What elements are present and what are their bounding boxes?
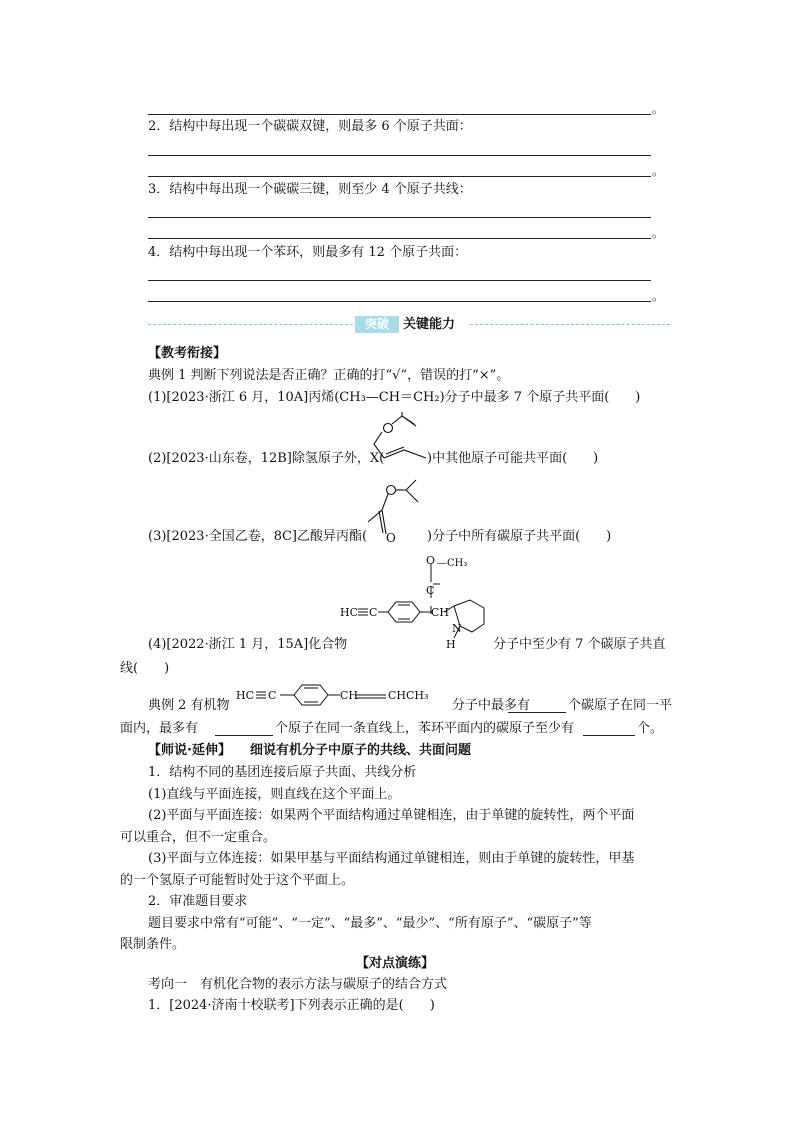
ex2-text-c: 个碳原子在同一平: [568, 698, 673, 713]
ex2-text-f: 个。: [637, 721, 664, 736]
ex1-q1: (1)[2023·浙江 6 月，10A]丙烯(CH₃—CH＝CH₂)分子中最多 7 个原子共平面( ): [148, 390, 641, 405]
ex1-q2-text-b: )中其他原子可能共平面( ): [427, 451, 599, 466]
q4-hc-label: HC: [340, 606, 359, 619]
q4-methyl-label: —CH₃: [437, 558, 468, 569]
item-3-text: 3．结构中每出现一个碳碳三键，则至少 4 个原子共线：: [148, 182, 472, 197]
answer-line-2a[interactable]: [148, 155, 651, 156]
ex2-blank-1[interactable]: [508, 700, 566, 713]
q4-oxygen-label: O: [426, 554, 436, 567]
ex1-q4-structure: [340, 554, 490, 652]
answer-line-2b[interactable]: [148, 176, 651, 177]
notes-header-title: 细说有机分子中原子的共线、共面问题: [250, 743, 472, 758]
answer-line-4a[interactable]: [148, 280, 651, 281]
q4-c2-label: C: [369, 606, 378, 619]
banner-divider-left: [148, 324, 353, 325]
q4-n-label: N: [452, 622, 462, 635]
practice-direction: 考向一 有机化合物的表示方法与碳原子的结合方式: [148, 977, 448, 992]
notes-p2-b: 限制条件。: [120, 937, 186, 952]
ex1-q3-structure: [362, 476, 432, 544]
ex1-q3-text-a: (3)[2023·全国乙卷，8C]乙酸异丙酯(: [148, 529, 368, 544]
notes-p2: 2．审准题目要求: [148, 894, 248, 909]
notes-p1-2a: (2)平面与平面连接：如果两个平面结构通过单键相连，由于单键的旋转性，两个平面: [148, 808, 635, 823]
notes-p1-3a: (3)平面与立体连接：如果甲基与平面结构通过单键相连，则由于单键的旋转性，甲基: [148, 851, 635, 866]
q4-h-label: H: [446, 638, 456, 651]
answer-line-4b[interactable]: [148, 301, 651, 302]
period-mark: 。: [652, 289, 665, 303]
notes-p1: 1．结构不同的基团连接后原子共面、共线分析: [148, 765, 417, 780]
answer-line-3b[interactable]: [148, 238, 651, 239]
ex2-text-d: 面内，最多有: [120, 721, 199, 736]
ex1-q4-text-c: 线( ): [120, 661, 170, 676]
teaching-header: 【教考衔接】: [148, 346, 227, 361]
ex1-q2-text-a: (2)[2023·山东卷，12B]除氢原子外，X(: [148, 451, 385, 466]
ex2-structure: [236, 682, 452, 714]
ex2-hc-label: HC: [236, 689, 255, 702]
ex2-text-b: 分子中最多有: [452, 698, 531, 713]
q4-carbon-label: C: [426, 584, 435, 597]
ex2-blank-3[interactable]: [583, 723, 635, 736]
banner-divider-right: [470, 324, 670, 325]
banner-badge: 突破: [355, 316, 399, 333]
ex1-q3-text-b: )分子中所有碳原子共平面( ): [427, 529, 612, 544]
item-4-text: 4．结构中每出现一个苯环，则最多有 12 个原子共面：: [148, 245, 468, 260]
notes-header: 【师说·延伸】: [148, 743, 231, 758]
practice-q1: 1．[2024·济南十校联考]下列表示正确的是( ): [148, 998, 435, 1013]
answer-line-1a[interactable]: [148, 114, 651, 115]
period-mark: 。: [652, 226, 665, 240]
ex2-text-a: 典例 2 有机物: [148, 698, 230, 713]
ex2-c-label: C: [268, 689, 277, 702]
section-banner: [148, 314, 670, 336]
ex2-ch-label: CH: [340, 689, 359, 702]
ex2-blank-2[interactable]: [215, 723, 273, 736]
practice-header: 【对点演练】: [356, 956, 435, 971]
notes-p1-1: (1)直线与平面连接，则直线在这个平面上。: [148, 787, 401, 802]
item-2-text: 2．结构中每出现一个碳碳双键，则最多 6 个原子共面：: [148, 119, 472, 134]
ex1-q2-structure: [364, 412, 434, 468]
answer-line-3a[interactable]: [148, 217, 651, 218]
banner-title: 关键能力: [403, 317, 456, 332]
ex2-text-e: 个原子在同一条直线上，苯环平面内的碳原子至少有: [275, 721, 575, 736]
period-mark: 。: [652, 164, 665, 178]
notes-p1-3b: 的一个氢原子可能暂时处于这个平面上。: [120, 873, 355, 888]
ex1-q4-text-b: 分子中至少有 7 个碳原子共直: [493, 637, 666, 652]
ex1-title: 典例 1 判断下列说法是否正确？正确的打“√”，错误的打“×”。: [148, 368, 510, 383]
ex1-q4-text-a: (4)[2022·浙江 1 月，15A]化合物: [148, 637, 348, 652]
notes-p1-2b: 可以重合，但不一定重合。: [120, 830, 277, 845]
ex2-chch3-label: CHCH₃: [388, 689, 429, 702]
q4-ch-label: CH: [431, 606, 450, 619]
notes-p2-a: 题目要求中常有“可能”、“一定”、“最多”、“最少”、“所有原子”、“碳原子”等: [148, 916, 592, 931]
period-mark: 。: [652, 102, 665, 116]
q3-oxygen-label: O: [386, 531, 396, 544]
